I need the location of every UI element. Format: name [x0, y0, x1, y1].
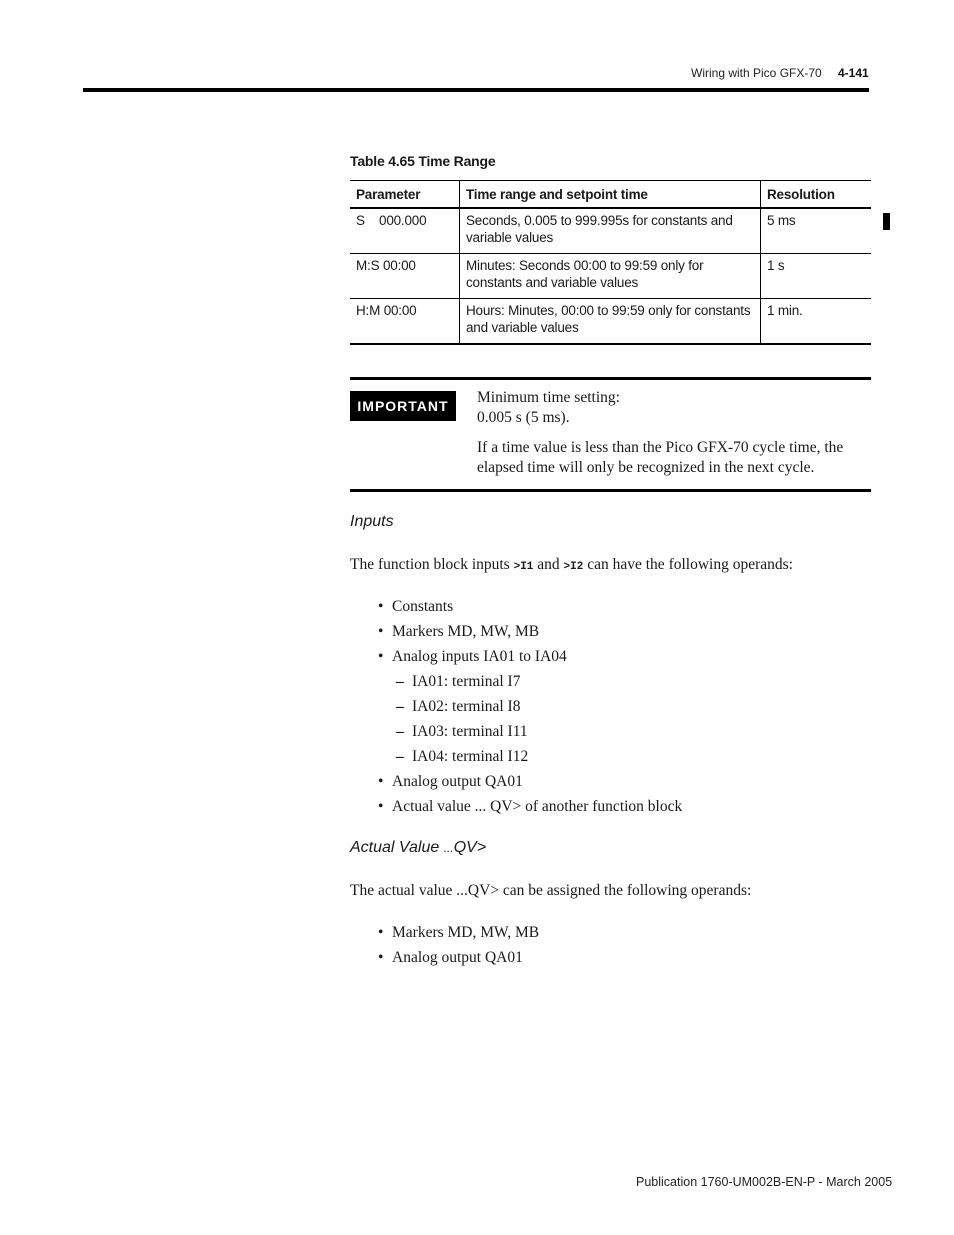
change-bar	[883, 213, 890, 230]
bullet-icon: •	[378, 773, 384, 790]
list-item-text: Analog output QA01	[392, 773, 523, 790]
actual-value-intro: The actual value ...QV> can be assigned the following operands:	[350, 882, 752, 899]
publication-footer: Publication 1760-UM002B-EN-P - March 2005	[636, 1175, 893, 1189]
table-cell: Minutes: Seconds 00:00 to 99:59 only for constants and variable values	[460, 254, 761, 299]
table-row	[350, 208, 871, 254]
dash-icon: –	[396, 673, 404, 690]
bullet-icon: •	[378, 949, 384, 966]
important-paragraph: If a time value is less than the Pico GFX-70 cycle time, the elapsed time will only be recognized in the next cycle.	[477, 439, 844, 476]
heading-text: Actual Value	[350, 839, 444, 856]
table-row	[350, 254, 871, 299]
table-cell: M:S 00:00	[350, 254, 460, 299]
inputs-intro-text: can have the following operands:	[583, 556, 793, 573]
list-subitem	[378, 669, 682, 694]
table-caption: Table 4.65 Time Range	[350, 153, 496, 169]
table-cell: Hours: Minutes, 00:00 to 99:59 only for constants and variable values	[460, 299, 761, 345]
list-subitem	[378, 694, 682, 719]
list-item	[378, 794, 682, 819]
actual-value-operand-list	[378, 920, 539, 970]
column-header: Parameter	[350, 181, 460, 209]
list-subitem	[378, 744, 682, 769]
column-header: Time range and setpoint time	[460, 181, 761, 209]
inputs-heading: Inputs	[350, 513, 394, 530]
important-line-2: 0.005 s (5 ms).	[477, 409, 570, 426]
list-subitem	[378, 719, 682, 744]
list-item-text: IA03: terminal I11	[412, 723, 528, 740]
list-item	[378, 594, 682, 619]
inputs-intro	[350, 556, 793, 574]
page-number: 4-141	[838, 66, 869, 80]
table-cell: 1 min.	[761, 299, 872, 345]
list-item-text: Markers MD, MW, MB	[392, 623, 540, 640]
list-item-text: IA04: terminal I12	[412, 748, 529, 765]
dash-icon: –	[396, 698, 404, 715]
bullet-icon: •	[378, 648, 384, 665]
table-cell: 1 s	[761, 254, 872, 299]
time-range-table	[350, 180, 871, 345]
actual-value-heading	[350, 839, 486, 857]
important-line-1: Minimum time setting:	[477, 389, 620, 406]
bullet-icon: •	[378, 924, 384, 941]
table-header-row	[350, 181, 871, 209]
list-item	[378, 920, 539, 945]
list-item	[378, 769, 682, 794]
bullet-icon: •	[378, 598, 384, 615]
list-item-text: IA01: terminal I7	[412, 673, 521, 690]
inputs-intro-text: and	[533, 556, 564, 573]
input-code-i2: >I2	[563, 561, 584, 573]
list-item-text: IA02: terminal I8	[412, 698, 521, 715]
list-item-text: Actual value ... QV> of another function block	[392, 798, 683, 815]
table-cell: 5 ms	[761, 208, 872, 254]
table-cell: H:M 00:00	[350, 299, 460, 345]
inputs-operand-list	[378, 594, 682, 819]
header-rule	[83, 88, 869, 92]
list-item	[378, 945, 539, 970]
heading-ellipsis: ...	[443, 841, 454, 855]
bullet-icon: •	[378, 623, 384, 640]
dash-icon: –	[396, 723, 404, 740]
table-cell: Seconds, 0.005 to 999.995s for constants and variable values	[460, 208, 761, 254]
bullet-icon: •	[378, 798, 384, 815]
input-code-i1: >I1	[513, 561, 534, 573]
list-item-text: Constants	[392, 598, 454, 615]
inputs-intro-text: The function block inputs	[350, 556, 514, 573]
table-cell: S 000.000	[350, 208, 460, 254]
list-item-text: Analog inputs IA01 to IA04	[392, 648, 567, 665]
column-header: Resolution	[761, 181, 872, 209]
dash-icon: –	[396, 748, 404, 765]
list-item-text: Markers MD, MW, MB	[392, 924, 540, 941]
list-item-text: Analog output QA01	[392, 949, 523, 966]
list-item	[378, 644, 682, 669]
important-top-rule	[350, 377, 871, 380]
heading-text: QV>	[453, 839, 487, 856]
table-row	[350, 299, 871, 345]
important-badge: IMPORTANT	[350, 391, 456, 421]
list-item	[378, 619, 682, 644]
running-header: Wiring with Pico GFX-70	[691, 66, 822, 80]
important-bottom-rule	[350, 489, 871, 492]
